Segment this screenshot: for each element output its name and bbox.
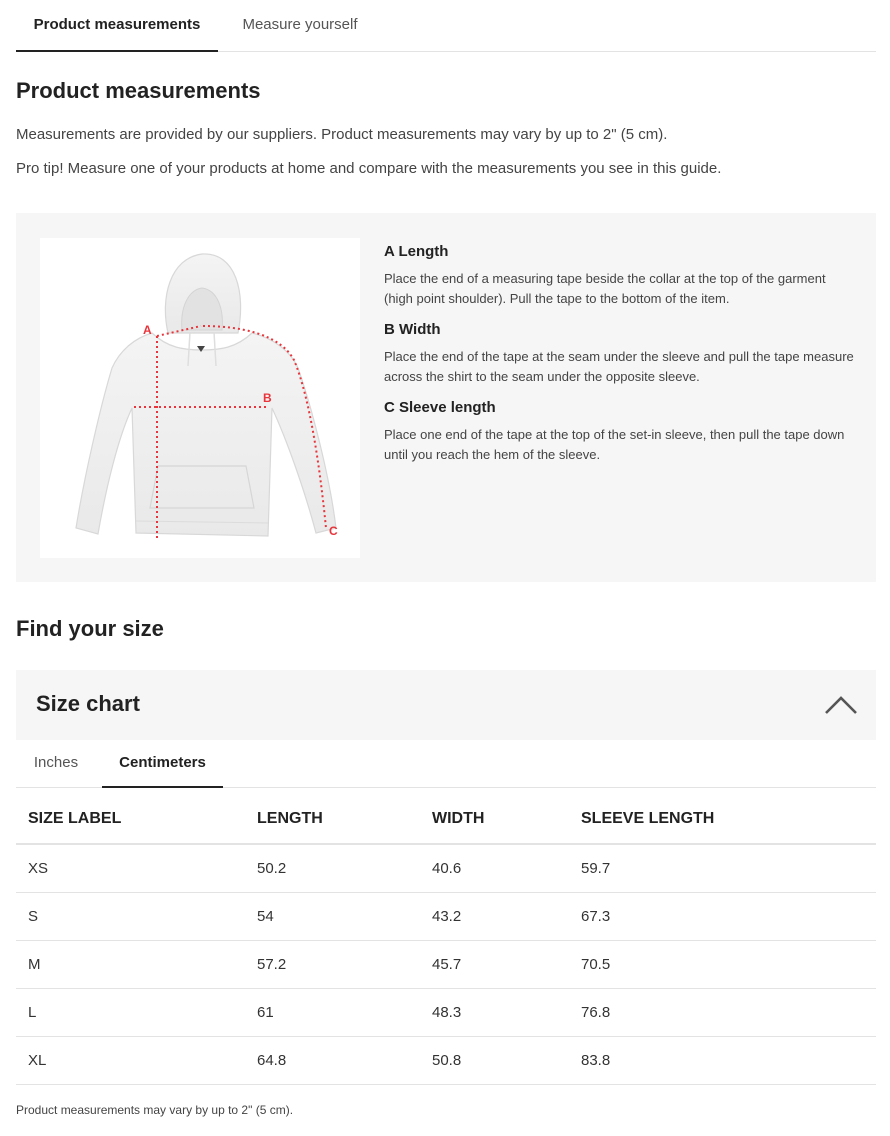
- length-heading: A Length: [384, 243, 449, 260]
- footnote: Product measurements may vary by up to 2" (5 cm).: [16, 1103, 294, 1117]
- width-text: Place the end of the tape at the seam under the sleeve and pull the tape measure across the shirt to the seam under the opposite sleeve.: [384, 349, 854, 384]
- unit-tabs: [16, 740, 876, 788]
- pro-tip: Pro tip! Measure one of your products at home and compare with the measurements you see in this guide.: [16, 160, 722, 177]
- sleeve-value: 59.7: [569, 844, 876, 892]
- width-value: 48.3: [420, 988, 569, 1036]
- table-row: [16, 988, 876, 1036]
- size-label: L: [16, 988, 245, 1036]
- size-label: XL: [16, 1036, 245, 1084]
- tab-centimeters[interactable]: Centimeters: [102, 740, 223, 788]
- label-a: A: [143, 323, 152, 337]
- find-size-title: Find your size: [16, 616, 164, 641]
- sleeve-heading: C Sleeve length: [384, 399, 496, 416]
- length-value: 64.8: [245, 1036, 420, 1084]
- table-row: [16, 940, 876, 988]
- length-value: 54: [245, 892, 420, 940]
- col-length: LENGTH: [245, 795, 420, 844]
- size-label: XS: [16, 844, 245, 892]
- table-row: [16, 1036, 876, 1084]
- length-text: Place the end of a measuring tape beside the collar at the top of the garment (high point shoulder). Pull the tape to the bottom of the item.: [384, 271, 826, 306]
- table-row: [16, 892, 876, 940]
- size-chart-toggle[interactable]: [16, 670, 876, 740]
- size-table: [16, 795, 876, 1085]
- length-value: 50.2: [245, 844, 420, 892]
- measurement-guide-panel: [16, 213, 876, 582]
- sleeve-value: 70.5: [569, 940, 876, 988]
- sleeve-value: 83.8: [569, 1036, 876, 1084]
- label-c: C: [329, 524, 338, 538]
- sleeve-value: 76.8: [569, 988, 876, 1036]
- supplier-note: Measurements are provided by our suppliers. Product measurements may vary by up to 2" (5 cm).: [16, 126, 668, 143]
- chevron-up-icon[interactable]: [824, 694, 858, 716]
- length-value: 61: [245, 988, 420, 1036]
- tab-inches[interactable]: Inches: [33, 754, 79, 771]
- width-value: 45.7: [420, 940, 569, 988]
- width-value: 50.8: [420, 1036, 569, 1084]
- size-chart-title: Size chart: [36, 691, 140, 716]
- measurement-instructions: [384, 243, 854, 477]
- table-row: [16, 844, 876, 892]
- col-sleeve-length: SLEEVE LENGTH: [569, 795, 876, 844]
- measurement-tabs: [16, 0, 876, 52]
- width-heading: B Width: [384, 321, 441, 338]
- size-label: S: [16, 892, 245, 940]
- col-size-label: SIZE LABEL: [16, 795, 245, 844]
- tab-measure-yourself[interactable]: Measure yourself: [242, 16, 358, 33]
- width-value: 43.2: [420, 892, 569, 940]
- hoodie-diagram: [40, 238, 360, 558]
- width-value: 40.6: [420, 844, 569, 892]
- label-b: B: [263, 391, 272, 405]
- col-width: WIDTH: [420, 795, 569, 844]
- size-label: M: [16, 940, 245, 988]
- length-value: 57.2: [245, 940, 420, 988]
- sleeve-text: Place one end of the tape at the top of the set-in sleeve, then pull the tape down until you reach the hem of the sleeve.: [384, 427, 845, 462]
- sleeve-value: 67.3: [569, 892, 876, 940]
- tab-product-measurements[interactable]: Product measurements: [16, 0, 218, 52]
- table-header-row: [16, 795, 876, 844]
- section-title: Product measurements: [16, 78, 261, 103]
